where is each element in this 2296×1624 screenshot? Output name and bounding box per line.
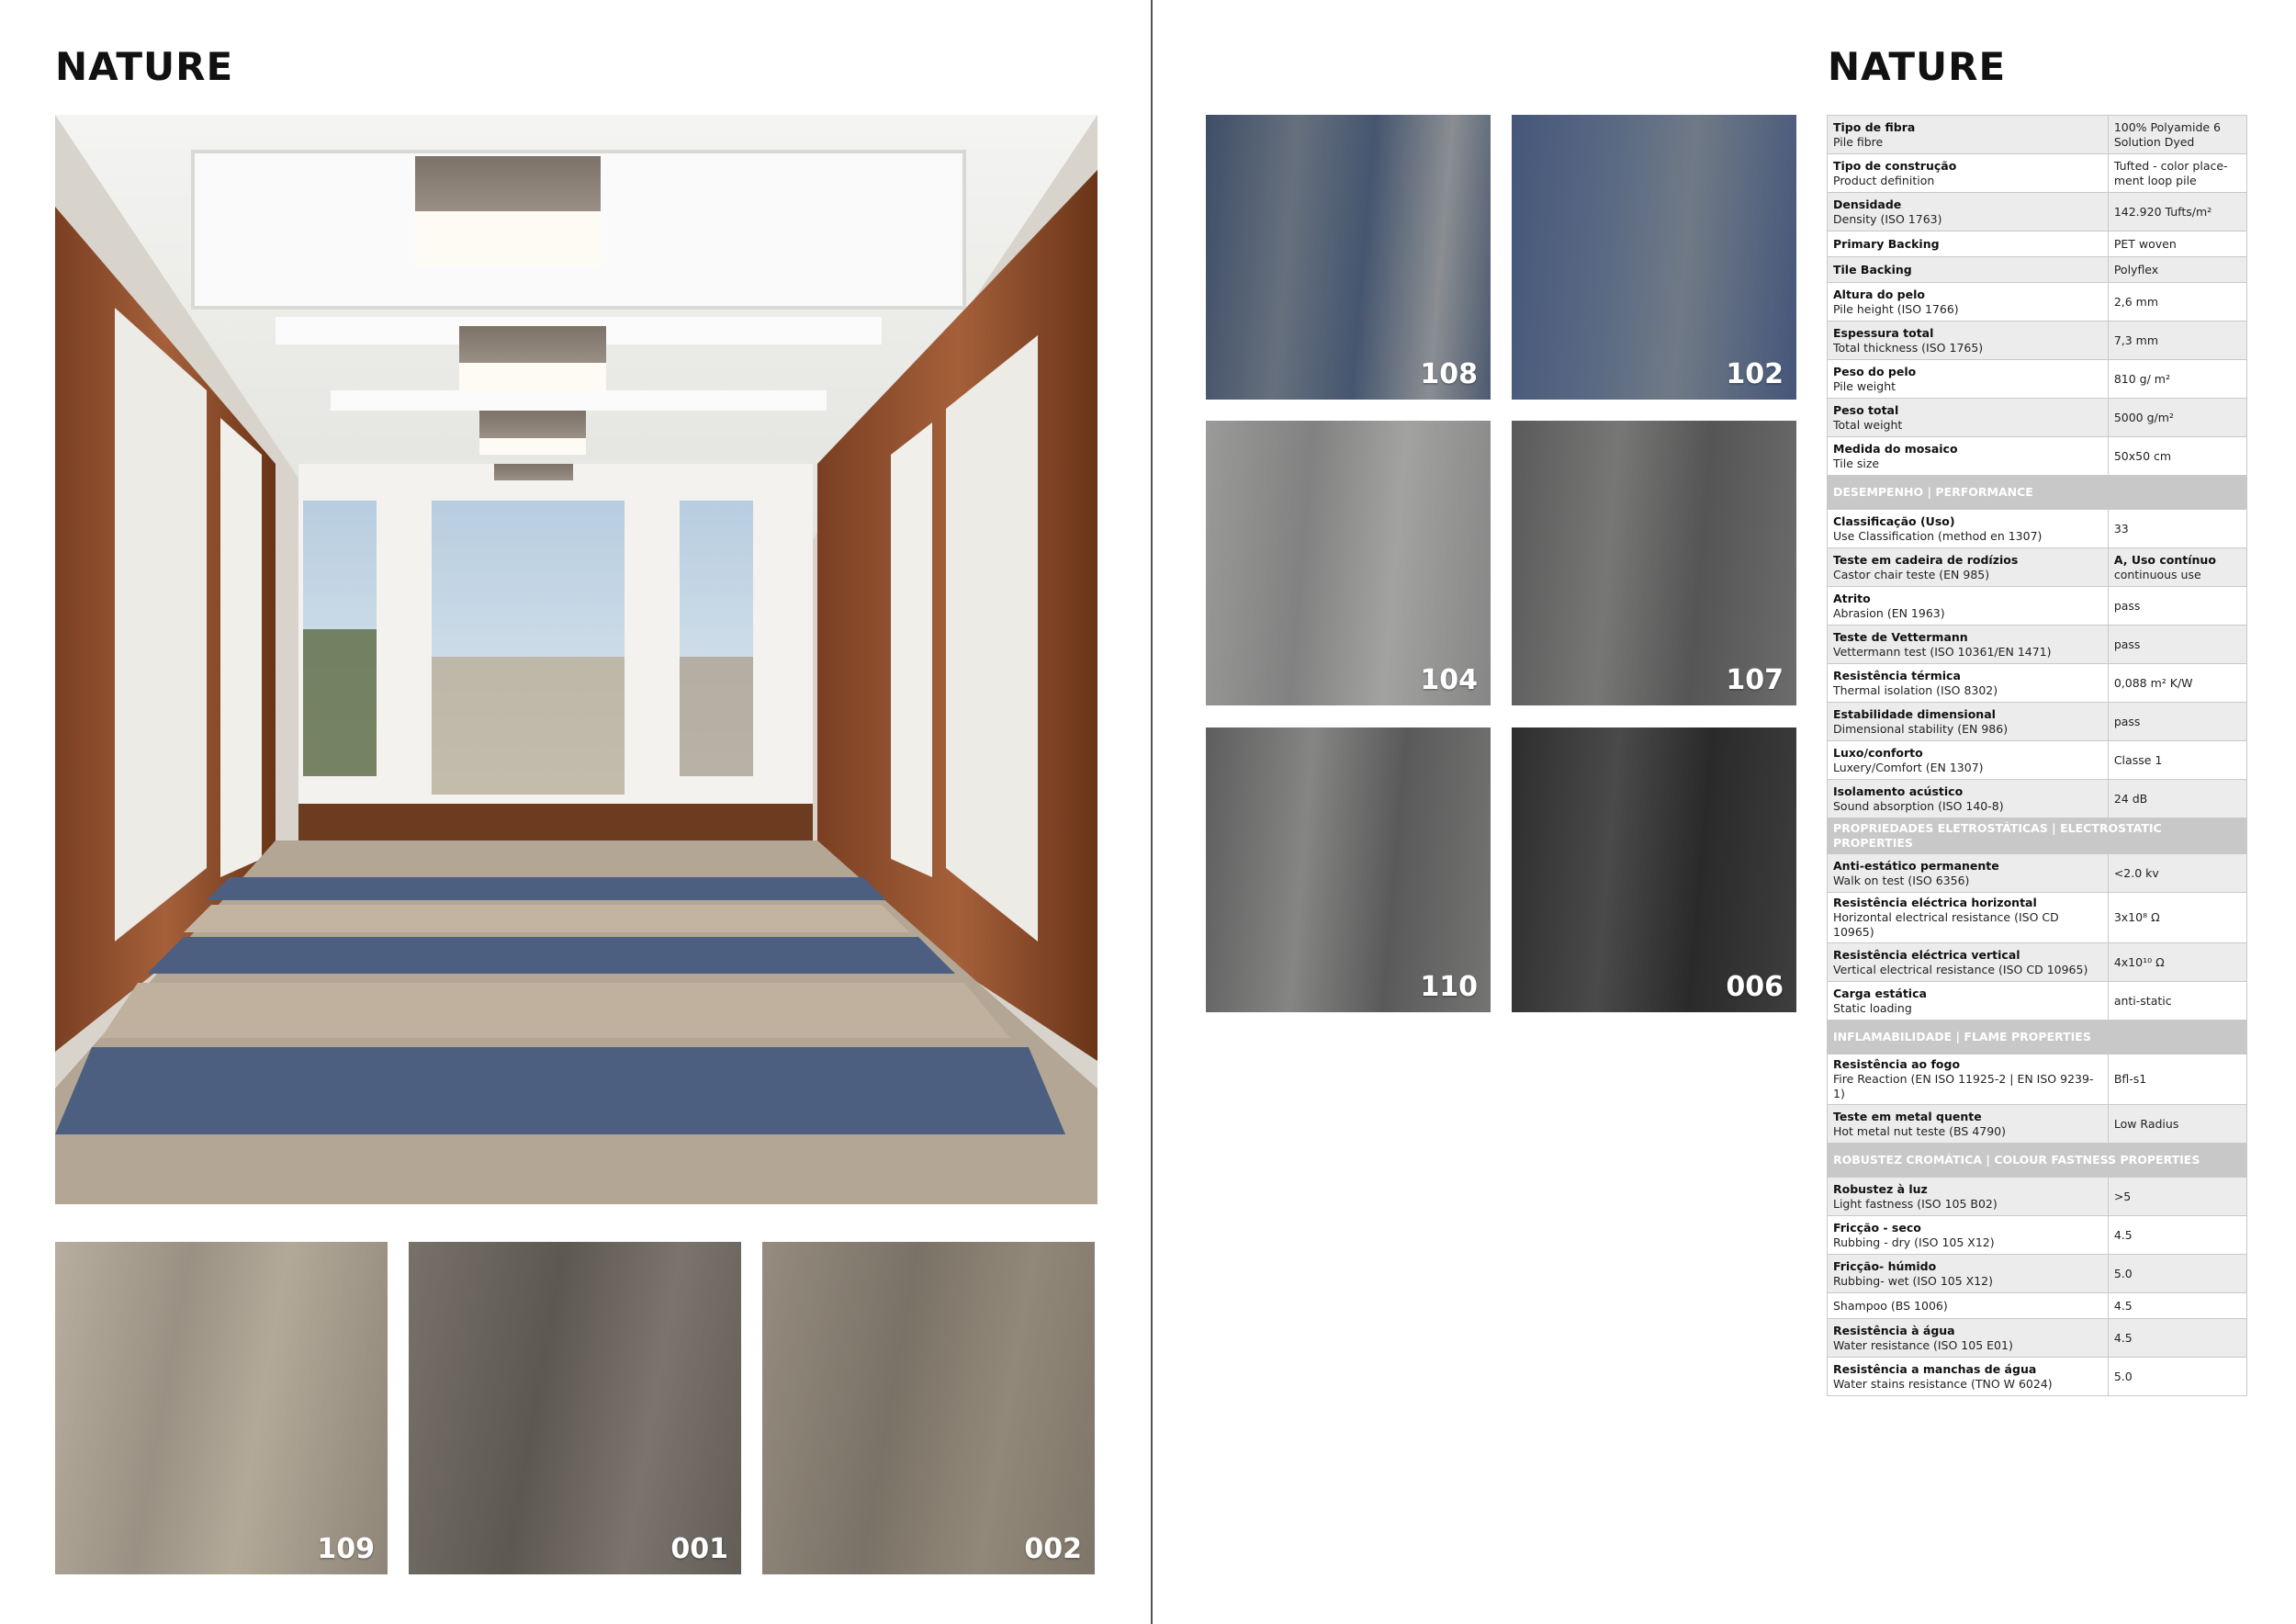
swatch-code: 002	[1024, 1533, 1082, 1565]
spec-row-walk-on-test: Anti-estático permanente Walk on test (ISO 6356) <2.0 kv	[1828, 854, 2247, 893]
spec-row-shampoo: Shampoo (BS 1006) 4.5	[1828, 1293, 2247, 1319]
specifications-table	[1827, 115, 2247, 1396]
spec-row-rubbing-dry: Fricção - seco Rubbing - dry (ISO 105 X12) 4.5	[1828, 1216, 2247, 1255]
spec-row-rubbing-wet: Fricção- húmido Rubbing- wet (ISO 105 X12) 5.0	[1828, 1255, 2247, 1293]
swatch-code: 107	[1726, 664, 1784, 696]
spec-row-fire-reaction: Resistência ao fogo Fire Reaction (EN ISO 11925-2 | EN ISO 9239-1) Bfl-s1	[1828, 1054, 2247, 1105]
spec-row-vettermann: Teste de Vettermann Vettermann test (ISO 10361/EN 1471) pass	[1828, 626, 2247, 664]
spec-row-water-stains: Resistência a manchas de água Water stains resistance (TNO W 6024) 5.0	[1828, 1358, 2247, 1396]
spec-row-abrasion: Atrito Abrasion (EN 1963) pass	[1828, 587, 2247, 626]
swatch-104	[1206, 421, 1491, 705]
spec-row-static-loading: Carga estática Static loading anti-static	[1828, 982, 2247, 1021]
swatch-code: 001	[670, 1533, 728, 1565]
spec-row-pile-weight: Peso do pelo Pile weight 810 g/ m²	[1828, 360, 2247, 399]
spec-row-tile-backing: Tile Backing Polyflex	[1828, 257, 2247, 283]
spec-row-dimensional-stability: Estabilidade dimensional Dimensional stability (EN 986) pass	[1828, 703, 2247, 741]
swatch-code: 102	[1726, 358, 1784, 390]
swatch-108	[1206, 115, 1491, 400]
swatch-code: 006	[1726, 971, 1784, 1003]
swatch-002	[762, 1242, 1095, 1574]
swatch-110	[1206, 727, 1491, 1012]
spec-row-pile-fibre: Tipo de fibra Pile fibre 100% Polyamide 6 Solution Dyed	[1828, 116, 2247, 154]
swatch-001	[409, 1242, 741, 1574]
spec-row-product-definition: Tipo de construção Product definition Tufted - color place-ment loop pile	[1828, 154, 2247, 193]
spec-row-vertical-resistance: Resistência eléctrica vertical Vertical electrical resistance (ISO CD 10965) 4x10¹⁰ Ω	[1828, 943, 2247, 982]
spec-row-tile-size: Medida do mosaico Tile size 50x50 cm	[1828, 437, 2247, 476]
swatch-code: 108	[1420, 358, 1478, 390]
swatch-107	[1512, 421, 1796, 705]
spec-row-hot-metal-nut: Teste em metal quente Hot metal nut teste (BS 4790) Low Radius	[1828, 1105, 2247, 1144]
spec-row-total-thickness: Espessura total Total thickness (ISO 1765) 7,3 mm	[1828, 321, 2247, 360]
spec-row-thermal-isolation: Resistência térmica Thermal isolation (ISO 8302) 0,088 m² K/W	[1828, 664, 2247, 703]
swatch-006	[1512, 727, 1796, 1012]
spec-row-use-classification: Classificação (Uso) Use Classification (method en 1307) 33	[1828, 510, 2247, 548]
spec-row-light-fastness: Robustez à luz Light fastness (ISO 105 B02) >5	[1828, 1178, 2247, 1216]
spec-row-primary-backing: Primary Backing PET woven	[1828, 231, 2247, 257]
swatch-109	[55, 1242, 388, 1574]
page-title-left: NATURE	[55, 44, 234, 89]
section-colour-fastness: ROBUSTEZ CROMÁTICA | COLOUR FASTNESS PROPERTIES	[1828, 1144, 2247, 1178]
corridor-installation-photo	[55, 115, 1097, 1204]
page-divider	[1151, 0, 1153, 1624]
swatch-code: 110	[1420, 971, 1478, 1003]
swatch-code: 109	[317, 1533, 375, 1565]
spec-row-total-weight: Peso total Total weight 5000 g/m²	[1828, 399, 2247, 437]
spec-row-comfort: Luxo/conforto Luxery/Comfort (EN 1307) Classe 1	[1828, 741, 2247, 780]
section-flame: INFLAMABILIDADE | FLAME PROPERTIES	[1828, 1021, 2247, 1054]
swatch-102	[1512, 115, 1796, 400]
section-electrostatic: PROPRIEDADES ELETROSTÁTICAS | ELECTROSTATIC PROPERTIES	[1828, 818, 2247, 854]
section-performance: DESEMPENHO | PERFORMANCE	[1828, 476, 2247, 510]
page-title-right: NATURE	[1828, 44, 2007, 89]
spec-row-density: Densidade Density (ISO 1763) 142.920 Tufts/m²	[1828, 193, 2247, 231]
spec-row-sound-absorption: Isolamento acústico Sound absorption (ISO 140-8) 24 dB	[1828, 780, 2247, 818]
spec-row-castor-chair: Teste em cadeira de rodízios Castor chair teste (EN 985) A, Uso contínuo continuous use	[1828, 548, 2247, 587]
spec-row-pile-height: Altura do pelo Pile height (ISO 1766) 2,6 mm	[1828, 283, 2247, 321]
spec-row-horizontal-resistance: Resistência eléctrica horizontal Horizontal electrical resistance (ISO CD 10965) 3x10⁸ Ω	[1828, 893, 2247, 943]
swatch-code: 104	[1420, 664, 1478, 696]
spec-row-water-resistance: Resistência à água Water resistance (ISO 105 E01) 4.5	[1828, 1319, 2247, 1358]
